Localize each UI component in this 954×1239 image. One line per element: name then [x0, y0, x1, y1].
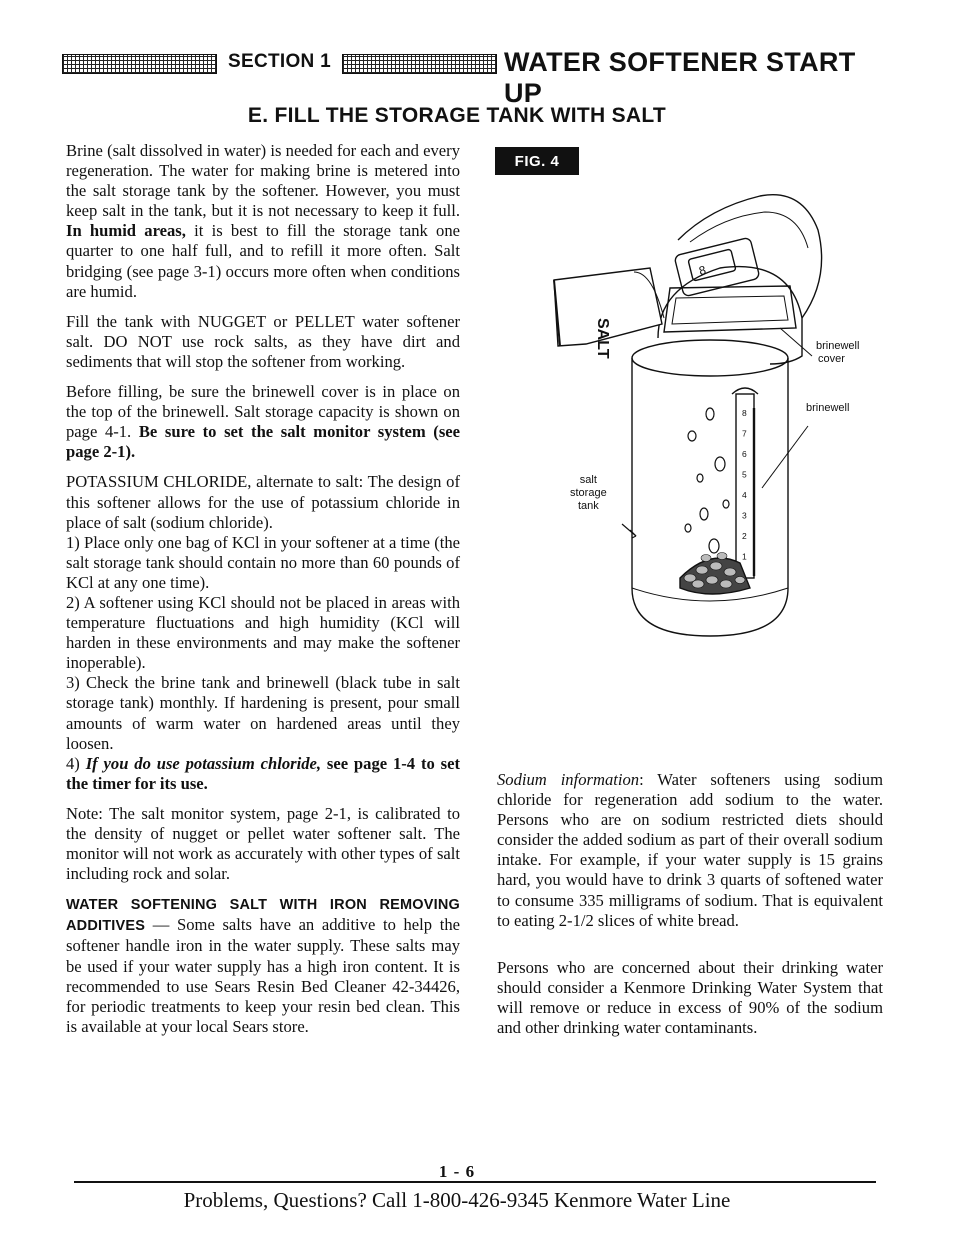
list-item-3: 3) Check the brine tank and brinewell (black tube in salt storage tank) monthly. If hardening is present, pour small amounts of warm water on hardened areas until they loosen.	[66, 673, 460, 753]
list-item-4: 4) If you do use potassium chloride, see page 1-4 to set the timer for its use.	[66, 753, 460, 793]
scale-mark: 2	[742, 531, 747, 541]
bag-label: SALT	[594, 318, 611, 359]
scale-mark: 8	[742, 408, 747, 418]
footer-rule	[74, 1181, 876, 1183]
paragraph-drinking-water: Persons who are concerned about their drinking water should consider a Kenmore Drinking Water System that will remove or reduce in excess of 90% of the sodium and other drinking water contaminants.	[497, 957, 883, 1038]
label-brinewell-cover: brinewell cover	[816, 340, 860, 365]
label-brinewell: brinewell	[806, 402, 850, 414]
header-hatch-right	[342, 54, 497, 74]
scale-mark: 5	[742, 469, 747, 480]
figure-badge: FIG. 4	[495, 147, 579, 175]
paragraph-note: Note: The salt monitor system, page 2-1, is calibrated to the density of nugget or pellet water softener salt. The monitor will not work as accurately with other types of salt including rock and solar.	[66, 803, 460, 884]
section-title: WATER SOFTENER START UP	[504, 47, 856, 108]
label-salt-storage-tank: salt storage tank	[570, 474, 607, 512]
paragraph-potassium: POTASSIUM CHLORIDE, alternate to salt: The design of this softener allows for the use of potassium chloride in place of salt (sodium chloride).	[66, 472, 460, 532]
header-hatch-left	[62, 54, 217, 74]
section-label: SECTION 1	[228, 51, 331, 72]
list-item-2: 2) A softener using KCl should not be placed in areas with temperature fluctuations and high humidity (KCl will harden in these environments and may make the softener inoperable).	[66, 592, 460, 673]
softener-illustration	[540, 168, 880, 648]
paragraph-brine: Brine (salt dissolved in water) is needed for each and every regeneration. The water for making brine is metered into the salt storage tank by the softener. However, you must keep salt in the tank, but it is not necessary to keep it full. In humid areas, it is best to fill the storage tank one quarter to one half full, and to refill it more often. Salt bridging (see page 3-1) occurs more often when conditions are humid.	[66, 141, 460, 301]
scale-mark: 4	[742, 490, 747, 500]
paragraph-sodium: Sodium information: Water softeners using sodium chloride for regeneration add sodium to the water. Persons who are on sodium restricted diets should consider the added sodium as part of their overall sodium intake. For example, if your water supply is 15 grains hard, you would have to drink 3 quarts of softened water to consume 335 milligrams of sodium. That is equivalent to eating 2-1/2 slices of white bread.	[497, 770, 883, 930]
left-column	[66, 141, 460, 1047]
list-item-1: 1) Place only one bag of KCl in your softener at a time (the salt storage tank should contain no more than 60 pounds of KCl at any one time).	[66, 532, 460, 592]
right-column	[497, 770, 883, 1038]
scale-mark: 3	[742, 510, 747, 521]
page-number: 1 - 6	[438, 1162, 476, 1181]
subheading: E. FILL THE STORAGE TANK WITH SALT	[247, 104, 667, 127]
scale-mark: 6	[742, 449, 747, 459]
section-header	[62, 47, 882, 108]
paragraph-fill: Fill the tank with NUGGET or PELLET water softener salt. DO NOT use rock salts, as they have dirt and sediments that will stop the softener from working.	[66, 311, 460, 371]
footer-hotline: Problems, Questions? Call 1-800-426-9345 Kenmore Water Line	[183, 1188, 731, 1212]
scale-mark: 7	[742, 428, 747, 439]
paragraph-before-filling: Before filling, be sure the brinewell cover is in place on the top of the brinewell. Salt storage capacity is shown on page 4-1. Be sure to set the salt monitor system (see page 2-1).	[66, 382, 461, 462]
scale-mark: 1	[742, 551, 747, 562]
svg-text:8: 8	[697, 262, 708, 279]
paragraph-iron: WATER SOFTENING SALT WITH IRON REMOVING ADDITIVES — Some salts have an additive to help the softener handle iron in the water supply. These salts may be used if your water supply has a high iron content. It is recommended to use Sears Resin Bed Cleaner 42-34426, for periodic treatments to keep your resin bed clean. This is available at your local Sears store.	[66, 897, 460, 1036]
